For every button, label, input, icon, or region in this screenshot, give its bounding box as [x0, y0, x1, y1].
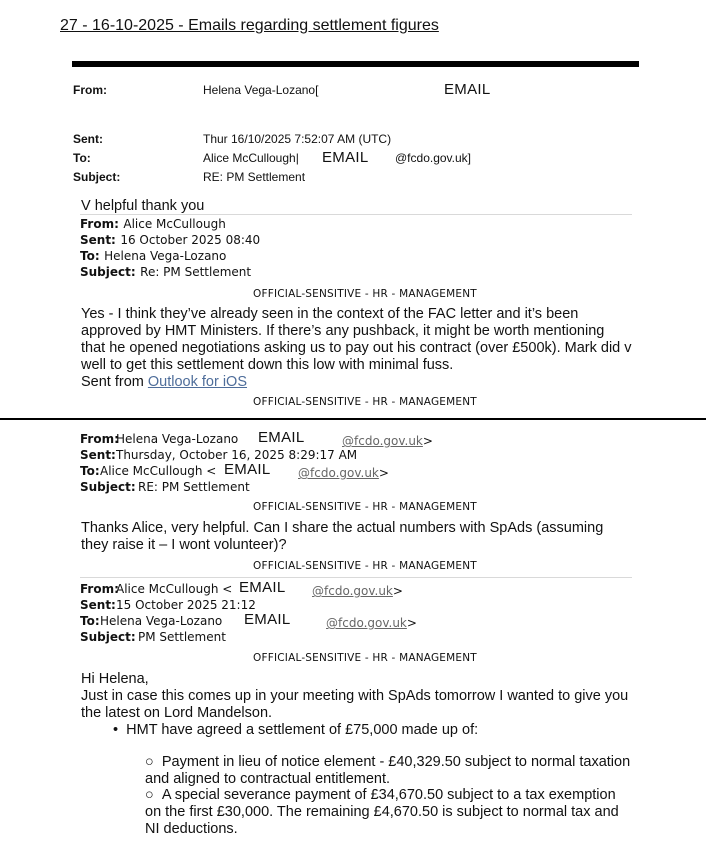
label: From: — [80, 582, 119, 596]
angle-bracket: > — [392, 584, 403, 598]
body-line: Yes - I think they’ve already seen in the context of the FAC letter and it’s been — [81, 306, 579, 322]
email-link[interactable]: @fcdo.gov.uk — [312, 584, 393, 598]
email2-body — [81, 520, 603, 554]
redacted-email: EMAIL — [224, 461, 271, 478]
email-link[interactable]: @fcdo.gov.uk — [326, 616, 407, 630]
label: Subject: — [80, 630, 136, 644]
redacted-email: EMAIL — [444, 81, 491, 98]
value: Alice McCullough — [123, 217, 226, 231]
sub-bullet-2 — [145, 787, 619, 838]
sub-text: NI deductions. — [145, 821, 238, 837]
label: Subject: — [80, 480, 136, 494]
body-line: that he opened negotiations asking us to pay out his contract (over £500k). Mark did v — [81, 340, 632, 356]
email-address — [312, 582, 403, 600]
value: PM Settlement — [138, 630, 226, 644]
page-break — [0, 418, 706, 420]
value: Helena Vega-Lozano — [100, 614, 223, 628]
circle-bullet-icon: ○ — [145, 787, 154, 803]
angle-bracket: > — [422, 434, 433, 448]
value: Helena Vega-Lozano — [104, 249, 227, 263]
value: RE: PM Settlement — [138, 480, 250, 494]
label: From: — [80, 432, 119, 446]
header-divider — [72, 61, 639, 67]
label: To: — [80, 464, 100, 478]
to-value: Alice McCullough| — [203, 151, 299, 165]
body-line: they raise it – I wont volunteer)? — [81, 537, 287, 553]
sent-label: Sent: — [73, 132, 103, 146]
subject-label: Subject: — [73, 170, 121, 184]
document-title: 27 - 16-10-2025 - Emails regarding settlement figures — [60, 17, 439, 34]
label: Sent: — [80, 598, 116, 612]
email3-body — [81, 671, 628, 722]
angle-bracket: > — [406, 616, 417, 630]
sub-text: Payment in lieu of notice element - £40,329.50 subject to normal taxation — [161, 754, 631, 770]
redacted-email: EMAIL — [239, 579, 286, 596]
sub-text: and aligned to contractual entitlement. — [145, 771, 391, 787]
redacted-email: EMAIL — [258, 429, 305, 446]
separator — [80, 214, 632, 215]
value: Alice McCullough < — [116, 582, 233, 596]
email-link[interactable]: @fcdo.gov.uk — [342, 434, 423, 448]
email-address — [326, 614, 417, 632]
from-label: From: — [73, 83, 107, 97]
value: 16 October 2025 08:40 — [120, 233, 261, 247]
label: Sent: — [80, 448, 116, 462]
subject-value: RE: PM Settlement — [203, 170, 306, 184]
email1-header — [80, 216, 260, 280]
to-label: To: — [73, 151, 91, 165]
value: 15 October 2025 21:12 — [116, 598, 256, 612]
classification-banner: OFFICIAL-SENSITIVE - HR - MANAGEMENT — [253, 560, 477, 572]
classification-banner: OFFICIAL-SENSITIVE - HR - MANAGEMENT — [253, 652, 477, 664]
label: To: — [80, 614, 100, 628]
outlook-link[interactable]: Outlook for iOS — [147, 374, 248, 390]
body-line: well to get this settlement down this low with minimal fuss. — [81, 357, 454, 373]
label: From: — [80, 217, 119, 231]
circle-bullet-icon: ○ — [145, 754, 154, 770]
body-line: Just in case this comes up in your meeting with SpAds tomorrow I wanted to give you — [81, 688, 629, 704]
sub-bullet-1 — [145, 754, 630, 788]
redacted-email: EMAIL — [322, 149, 369, 166]
sub-text: on the first £30,000. The remaining £4,670.50 is subject to normal tax and — [145, 804, 619, 820]
from-value: Helena Vega-Lozano[ — [203, 83, 319, 97]
body-line: approved by HMT Ministers. If there’s any pushback, it might be worth mentioning — [81, 323, 605, 339]
classification-banner: OFFICIAL-SENSITIVE - HR - MANAGEMENT — [253, 501, 477, 513]
value: Alice McCullough < — [100, 464, 217, 478]
angle-bracket: > — [378, 466, 389, 480]
classification-banner: OFFICIAL-SENSITIVE - HR - MANAGEMENT — [253, 396, 477, 408]
redacted-email: EMAIL — [244, 611, 291, 628]
label: Sent: — [80, 233, 116, 247]
email-link[interactable]: @fcdo.gov.uk — [298, 466, 379, 480]
email1-body — [81, 306, 632, 391]
to-domain: @fcdo.gov.uk] — [395, 151, 471, 165]
value: Thursday, October 16, 2025 8:29:17 AM — [116, 448, 358, 462]
value: Re: PM Settlement — [140, 265, 252, 279]
value: Helena Vega-Lozano — [116, 432, 239, 446]
sent-from: Sent from — [81, 374, 148, 390]
separator — [80, 577, 632, 578]
bullet-item — [113, 722, 478, 739]
label: To: — [80, 249, 100, 263]
sent-value: Thur 16/10/2025 7:52:07 AM (UTC) — [203, 132, 392, 146]
email-address — [298, 464, 389, 482]
body-line: the latest on Lord Mandelson. — [81, 705, 273, 721]
reply-text: V helpful thank you — [81, 198, 205, 214]
body-line: Thanks Alice, very helpful. Can I share the actual numbers with SpAds (assuming — [81, 520, 604, 536]
bullet-text: HMT have agreed a settlement of £75,000 made up of: — [126, 722, 479, 738]
sub-text: A special severance payment of £34,670.50 subject to a tax exemption — [161, 787, 616, 803]
greeting: Hi Helena, — [81, 671, 149, 687]
label: Subject: — [80, 265, 136, 279]
bullet-icon: • — [113, 722, 119, 738]
classification-banner: OFFICIAL-SENSITIVE - HR - MANAGEMENT — [253, 288, 477, 300]
